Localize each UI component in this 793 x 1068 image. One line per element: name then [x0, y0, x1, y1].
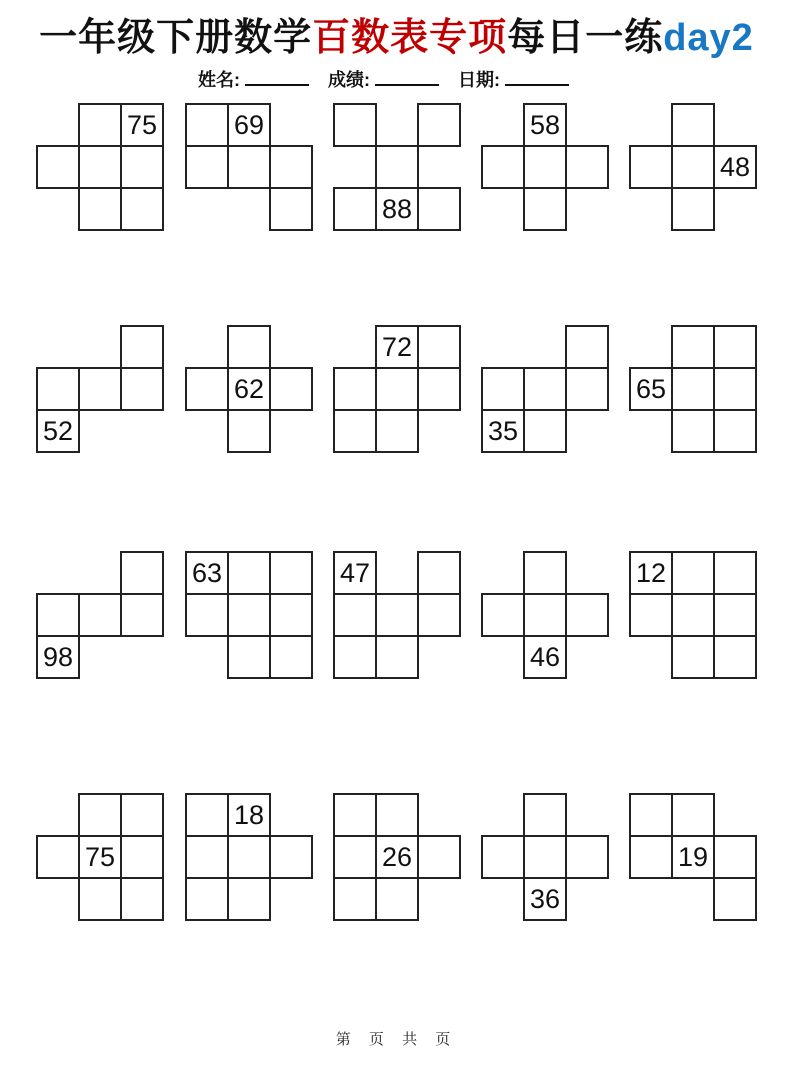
puzzle-cell-answer[interactable]	[269, 635, 313, 679]
puzzle-cell-answer[interactable]	[269, 187, 313, 231]
puzzle-cell-answer[interactable]	[375, 635, 419, 679]
puzzle-cell-given: 98	[36, 635, 80, 679]
puzzle-cell-answer[interactable]	[481, 367, 525, 411]
puzzle-cell-given: 65	[629, 367, 673, 411]
puzzle-cell-answer[interactable]	[78, 187, 122, 231]
puzzle-cell-answer[interactable]	[375, 793, 419, 837]
puzzle-cell-answer[interactable]	[227, 635, 271, 679]
puzzle-14	[481, 551, 609, 679]
puzzle-20	[629, 793, 757, 921]
puzzle-cell-answer[interactable]	[120, 593, 164, 637]
puzzle-cell-given: 72	[375, 325, 419, 369]
puzzle-cell-given: 47	[333, 551, 377, 595]
puzzle-cell-answer[interactable]	[120, 187, 164, 231]
puzzle-cell-answer[interactable]	[333, 409, 377, 453]
puzzle-cell-answer[interactable]	[185, 367, 229, 411]
puzzle-cell-answer[interactable]	[36, 145, 80, 189]
puzzle-cell-answer[interactable]	[629, 793, 673, 837]
puzzle-cell-answer[interactable]	[417, 187, 461, 231]
puzzle-10	[629, 325, 757, 453]
puzzle-3	[333, 103, 461, 231]
puzzle-cell-answer[interactable]	[333, 187, 377, 231]
puzzle-cell-answer[interactable]	[417, 325, 461, 369]
puzzle-cell-answer[interactable]	[671, 551, 715, 595]
puzzle-cell-answer[interactable]	[120, 145, 164, 189]
puzzle-cell-answer[interactable]	[523, 367, 567, 411]
puzzle-6	[36, 325, 164, 453]
title-text-topic: 百数表专项	[312, 17, 508, 59]
puzzle-12	[185, 551, 313, 679]
puzzle-cell-answer[interactable]	[375, 877, 419, 921]
puzzle-cell-answer[interactable]	[227, 325, 271, 369]
puzzle-cell-answer[interactable]	[185, 835, 229, 879]
puzzle-cell-answer[interactable]	[671, 187, 715, 231]
puzzle-cell-answer[interactable]	[269, 367, 313, 411]
puzzle-cell-answer[interactable]	[269, 145, 313, 189]
puzzle-cell-answer[interactable]	[523, 793, 567, 837]
puzzle-cell-given: 58	[523, 103, 567, 147]
puzzle-cell-answer[interactable]	[629, 145, 673, 189]
puzzle-cell-answer[interactable]	[629, 835, 673, 879]
puzzle-cell-answer[interactable]	[523, 551, 567, 595]
puzzle-cell-given: 88	[375, 187, 419, 231]
puzzle-cell-answer[interactable]	[417, 103, 461, 147]
title-text-daily: 每日一练	[507, 17, 664, 59]
puzzle-18	[333, 793, 461, 921]
puzzle-cell-answer[interactable]	[523, 409, 567, 453]
puzzle-cell-answer[interactable]	[523, 145, 567, 189]
puzzle-cell-answer[interactable]	[713, 551, 757, 595]
puzzle-cell-answer[interactable]	[333, 593, 377, 637]
puzzle-cell-answer[interactable]	[481, 593, 525, 637]
puzzle-cell-answer[interactable]	[185, 103, 229, 147]
title-text-day: day2	[663, 17, 754, 59]
puzzle-cell-answer[interactable]	[417, 835, 461, 879]
puzzle-cell-answer[interactable]	[120, 367, 164, 411]
puzzle-cell-answer[interactable]	[375, 145, 419, 189]
puzzle-cell-answer[interactable]	[185, 793, 229, 837]
puzzle-cell-answer[interactable]	[671, 145, 715, 189]
puzzle-cell-given: 19	[671, 835, 715, 879]
puzzle-cell-answer[interactable]	[269, 835, 313, 879]
puzzle-cell-given: 63	[185, 551, 229, 595]
puzzle-cell-answer[interactable]	[78, 367, 122, 411]
puzzle-cell-answer[interactable]	[375, 409, 419, 453]
puzzle-cell-answer[interactable]	[227, 593, 271, 637]
puzzle-cell-answer[interactable]	[713, 325, 757, 369]
puzzle-cell-answer[interactable]	[671, 793, 715, 837]
puzzle-cell-answer[interactable]	[523, 593, 567, 637]
puzzle-13	[333, 551, 461, 679]
puzzle-cell-answer[interactable]	[713, 367, 757, 411]
puzzle-cell-answer[interactable]	[481, 835, 525, 879]
puzzle-cell-answer[interactable]	[713, 593, 757, 637]
puzzle-cell-answer[interactable]	[78, 793, 122, 837]
puzzle-cell-answer[interactable]	[565, 367, 609, 411]
puzzle-cell-answer[interactable]	[565, 835, 609, 879]
puzzle-cell-given: 62	[227, 367, 271, 411]
puzzle-cell-answer[interactable]	[481, 145, 525, 189]
puzzle-cell-answer[interactable]	[269, 593, 313, 637]
puzzle-cell-answer[interactable]	[120, 877, 164, 921]
puzzle-cell-given: 12	[629, 551, 673, 595]
puzzle-cell-answer[interactable]	[78, 877, 122, 921]
puzzle-8	[333, 325, 461, 453]
puzzle-cell-answer[interactable]	[120, 551, 164, 595]
puzzle-cell-given: 36	[523, 877, 567, 921]
puzzle-cell-answer[interactable]	[417, 593, 461, 637]
puzzle-cell-answer[interactable]	[185, 593, 229, 637]
puzzle-15	[629, 551, 757, 679]
puzzle-7	[185, 325, 313, 453]
puzzle-cell-answer[interactable]	[375, 367, 419, 411]
puzzle-cell-answer[interactable]	[671, 409, 715, 453]
puzzle-16	[36, 793, 164, 921]
puzzle-cell-answer[interactable]	[227, 835, 271, 879]
puzzle-cell-answer[interactable]	[333, 835, 377, 879]
puzzle-cell-answer[interactable]	[333, 635, 377, 679]
puzzle-cell-answer[interactable]	[227, 551, 271, 595]
name-label: 姓名:	[198, 70, 240, 90]
puzzle-cell-answer[interactable]	[565, 593, 609, 637]
puzzle-cell-answer[interactable]	[375, 593, 419, 637]
puzzle-cell-answer[interactable]	[713, 409, 757, 453]
puzzle-cell-answer[interactable]	[333, 367, 377, 411]
puzzle-cell-given: 48	[713, 145, 757, 189]
puzzle-cell-answer[interactable]	[120, 325, 164, 369]
puzzle-cell-answer[interactable]	[333, 103, 377, 147]
title-text-grade: 一年级下册数学	[39, 17, 313, 59]
puzzle-cell-answer[interactable]	[227, 409, 271, 453]
puzzle-cell-given: 75	[120, 103, 164, 147]
puzzle-cell-given: 18	[227, 793, 271, 837]
score-label: 成绩:	[328, 70, 371, 90]
puzzle-cell-given: 35	[481, 409, 525, 453]
puzzle-cell-answer[interactable]	[417, 551, 461, 595]
puzzle-11	[36, 551, 164, 679]
puzzle-cell-answer[interactable]	[36, 835, 80, 879]
date-label: 日期:	[458, 70, 501, 90]
puzzle-9	[481, 325, 609, 453]
puzzle-cell-answer[interactable]	[671, 103, 715, 147]
puzzle-cell-answer[interactable]	[36, 593, 80, 637]
puzzle-cell-answer[interactable]	[227, 877, 271, 921]
puzzle-cell-answer[interactable]	[78, 593, 122, 637]
puzzle-cell-answer[interactable]	[713, 635, 757, 679]
puzzle-1	[36, 103, 164, 231]
puzzle-cell-answer[interactable]	[713, 835, 757, 879]
puzzle-cell-answer[interactable]	[269, 551, 313, 595]
puzzle-cell-answer[interactable]	[333, 877, 377, 921]
puzzle-cell-answer[interactable]	[185, 145, 229, 189]
puzzle-cell-answer[interactable]	[713, 877, 757, 921]
puzzle-cell-answer[interactable]	[185, 877, 229, 921]
puzzle-cell-answer[interactable]	[671, 593, 715, 637]
puzzle-cell-given: 26	[375, 835, 419, 879]
puzzle-5	[629, 103, 757, 231]
puzzle-cell-answer[interactable]	[36, 367, 80, 411]
puzzle-17	[185, 793, 313, 921]
puzzle-cell-answer[interactable]	[565, 325, 609, 369]
puzzle-4	[481, 103, 609, 231]
puzzle-cell-answer[interactable]	[629, 593, 673, 637]
puzzle-cell-answer[interactable]	[120, 835, 164, 879]
puzzle-cell-answer[interactable]	[671, 367, 715, 411]
puzzle-cell-answer[interactable]	[565, 145, 609, 189]
puzzle-cell-answer[interactable]	[227, 145, 271, 189]
puzzle-cell-answer[interactable]	[523, 187, 567, 231]
puzzle-cell-answer[interactable]	[671, 635, 715, 679]
puzzle-cell-given: 75	[78, 835, 122, 879]
puzzle-19	[481, 793, 609, 921]
puzzle-cell-answer[interactable]	[417, 367, 461, 411]
puzzle-cell-answer[interactable]	[333, 793, 377, 837]
puzzle-2	[185, 103, 313, 231]
puzzle-cell-given: 46	[523, 635, 567, 679]
puzzle-cell-given: 69	[227, 103, 271, 147]
puzzle-cell-answer[interactable]	[78, 103, 122, 147]
puzzle-cell-answer[interactable]	[671, 325, 715, 369]
puzzle-cell-answer[interactable]	[78, 145, 122, 189]
puzzle-cell-answer[interactable]	[120, 793, 164, 837]
puzzle-cell-given: 52	[36, 409, 80, 453]
page-footer: 第 页 共 页	[335, 1031, 458, 1048]
puzzle-cell-answer[interactable]	[523, 835, 567, 879]
